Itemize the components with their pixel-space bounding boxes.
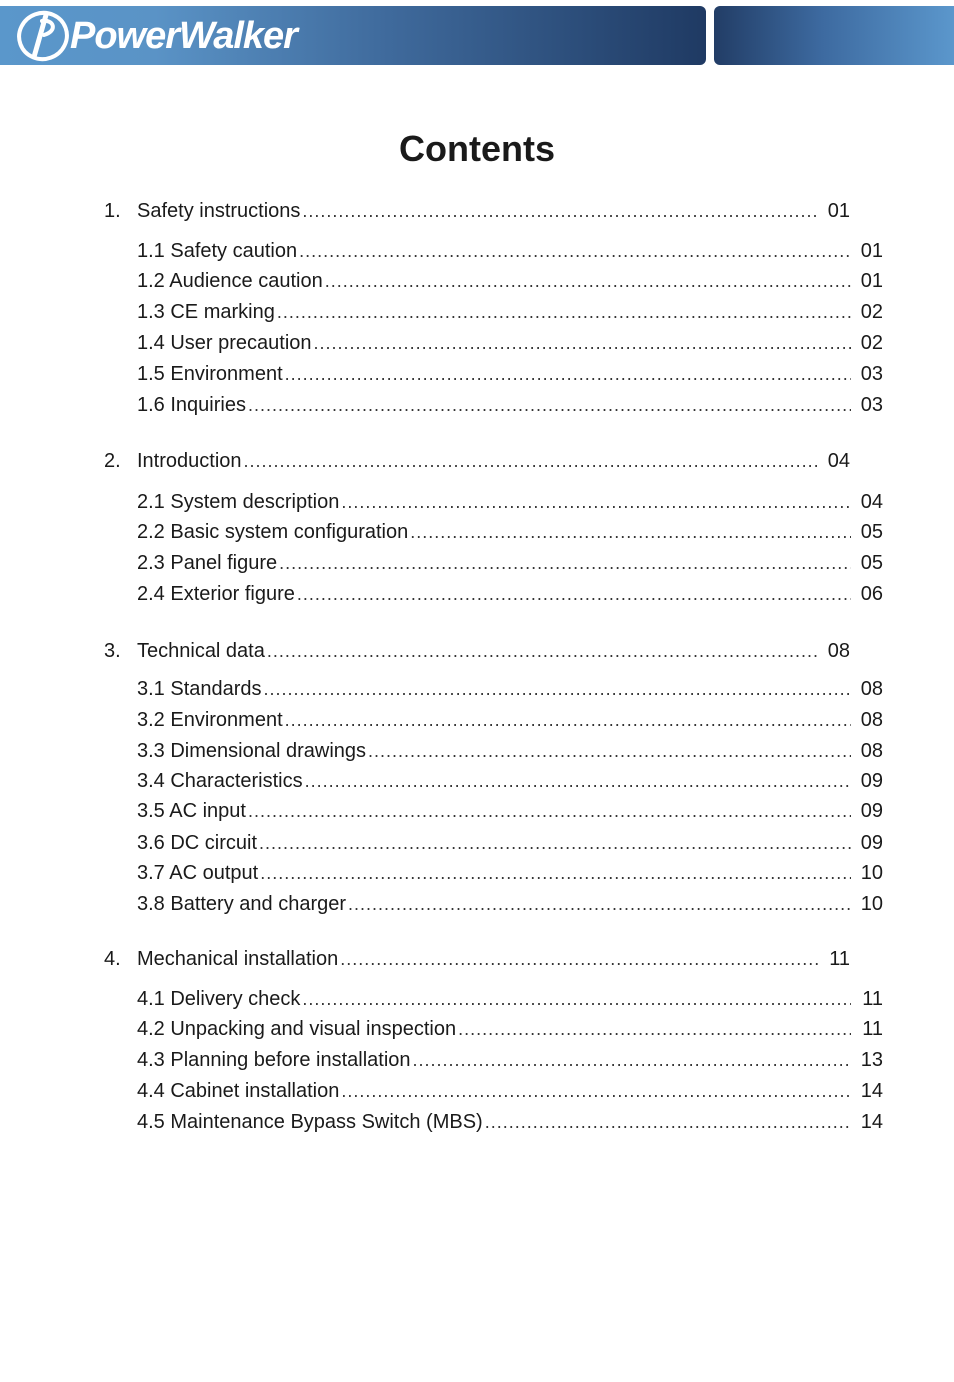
toc-page-number: 02 (860, 332, 883, 354)
toc-entry-label: Introduction (137, 450, 242, 472)
toc-entry-label: 3.3 Dimensional drawings (137, 740, 367, 762)
toc-entry-label: 1.2 Audience caution (137, 270, 323, 292)
toc-section-number: 1. (104, 200, 121, 222)
toc-page-number: 01 (827, 200, 850, 222)
toc-subsection-row[interactable] (104, 1016, 883, 1042)
toc-leader-dots (458, 1016, 851, 1042)
powerwalker-logo-icon (14, 9, 72, 63)
toc-leader-dots (260, 860, 851, 886)
toc-entry-label: 2.1 System description (137, 491, 340, 513)
toc-page-number: 08 (860, 678, 883, 700)
toc-subsection-row[interactable] (104, 830, 883, 856)
brand-logo (14, 8, 297, 64)
toc-page-number: 10 (860, 893, 883, 915)
toc-page-number: 08 (860, 709, 883, 731)
toc-leader-dots (325, 268, 851, 294)
toc-subsection-row[interactable] (104, 860, 883, 886)
toc-entry-label: 1.4 User precaution (137, 332, 312, 354)
toc-entry-label: 3.4 Characteristics (137, 770, 303, 792)
toc-leader-dots (368, 738, 851, 764)
toc-page-number: 02 (860, 301, 883, 323)
toc-leader-dots (305, 768, 851, 794)
toc-leader-dots (341, 1078, 851, 1104)
toc-leader-dots (302, 198, 818, 224)
toc-subsection-row[interactable] (104, 489, 883, 515)
toc-entry-label: 1.3 CE marking (137, 301, 275, 323)
toc-page-number: 01 (860, 240, 883, 262)
toc-leader-dots (285, 361, 851, 387)
toc-subsection-row[interactable] (104, 676, 883, 702)
page-title: Contents (399, 128, 555, 169)
toc-subsection-row[interactable] (104, 550, 883, 576)
toc-leader-dots (348, 891, 851, 917)
toc-leader-dots (410, 519, 851, 545)
toc-subsection-row[interactable] (104, 891, 883, 917)
toc-page-number: 14 (860, 1080, 883, 1102)
toc-page-number: 14 (860, 1111, 883, 1133)
toc-leader-dots (302, 986, 851, 1012)
toc-page-number: 05 (860, 552, 883, 574)
toc-leader-dots (341, 489, 851, 515)
toc-entry-label: 3.2 Environment (137, 709, 283, 731)
toc-entry-label: 4.1 Delivery check (137, 988, 301, 1010)
toc-subsection-row[interactable] (104, 1047, 883, 1073)
toc-section-number: 3. (104, 640, 121, 662)
toc-subsection-row[interactable] (104, 768, 883, 794)
toc-entry-label: 3.8 Battery and charger (137, 893, 347, 915)
toc-leader-dots (413, 1047, 851, 1073)
toc-entry-label: 2.3 Panel figure (137, 552, 278, 574)
toc-leader-dots (340, 946, 818, 972)
toc-subsection-row[interactable] (104, 986, 883, 1012)
toc-leader-dots (285, 707, 851, 733)
toc-entry-label: 1.1 Safety caution (137, 240, 298, 262)
toc-entry-label: 3.5 AC input (137, 800, 246, 822)
toc-page-number: 09 (860, 832, 883, 854)
toc-page-number: 06 (860, 583, 883, 605)
toc-subsection-row[interactable] (104, 707, 883, 733)
toc-entry-label: 4.4 Cabinet installation (137, 1080, 340, 1102)
toc-page-number: 11 (829, 948, 850, 970)
toc-page-number: 10 (860, 862, 883, 884)
header-banner (0, 6, 954, 65)
toc-entry-label: 4.3 Planning before installation (137, 1049, 411, 1071)
toc-page-number: 04 (860, 491, 883, 513)
toc-subsection-row[interactable] (104, 581, 883, 607)
toc-page-number: 04 (827, 450, 850, 472)
toc-section-row[interactable] (104, 198, 850, 224)
toc-section-number: 2. (104, 450, 121, 472)
toc-entry-label: 3.1 Standards (137, 678, 262, 700)
toc-leader-dots (248, 798, 851, 824)
toc-leader-dots (279, 550, 851, 576)
toc-subsection-row[interactable] (104, 392, 883, 418)
toc-leader-dots (277, 299, 851, 325)
toc-leader-dots (259, 830, 851, 856)
toc-page-number: 11 (862, 1018, 883, 1040)
toc-page-number: 13 (860, 1049, 883, 1071)
toc-entry-label: 1.5 Environment (137, 363, 283, 385)
toc-entry-label: 2.2 Basic system configuration (137, 521, 409, 543)
toc-leader-dots (299, 238, 851, 264)
toc-entry-label: 4.5 Maintenance Bypass Switch (MBS) (137, 1111, 483, 1133)
toc-page-number: 11 (862, 988, 883, 1010)
toc-page-number: 03 (860, 363, 883, 385)
toc-page-number: 08 (827, 640, 850, 662)
brand-name: PowerWalker (70, 14, 297, 57)
toc-page-number: 09 (860, 800, 883, 822)
toc-subsection-row[interactable] (104, 798, 883, 824)
toc-leader-dots (264, 676, 851, 702)
header-band-right (714, 6, 954, 65)
toc-subsection-row[interactable] (104, 299, 883, 325)
toc-entry-label: 1.6 Inquiries (137, 394, 246, 416)
toc-subsection-row[interactable] (104, 361, 883, 387)
toc-page-number: 03 (860, 394, 883, 416)
toc-page-number: 01 (860, 270, 883, 292)
toc-subsection-row[interactable] (104, 738, 883, 764)
toc-subsection-row[interactable] (104, 1078, 883, 1104)
toc-entry-label: 4.2 Unpacking and visual inspection (137, 1018, 457, 1040)
toc-entry-label: Mechanical installation (137, 948, 339, 970)
toc-subsection-row[interactable] (104, 1109, 883, 1135)
toc-leader-dots (248, 392, 851, 418)
toc-entry-label: 3.6 DC circuit (137, 832, 258, 854)
toc-entry-label: Technical data (137, 640, 265, 662)
toc-section-row[interactable] (104, 638, 850, 664)
toc-section-number: 4. (104, 948, 121, 970)
toc-leader-dots (314, 330, 851, 356)
toc-leader-dots (485, 1109, 851, 1135)
toc-page-number: 08 (860, 740, 883, 762)
toc-subsection-row[interactable] (104, 238, 883, 264)
toc-entry-label: 3.7 AC output (137, 862, 259, 884)
toc-subsection-row[interactable] (104, 268, 883, 294)
toc-subsection-row[interactable] (104, 330, 883, 356)
toc-page-number: 05 (860, 521, 883, 543)
toc-section-row[interactable] (104, 946, 850, 972)
toc-entry-label: Safety instructions (137, 200, 301, 222)
toc-section-row[interactable] (104, 448, 850, 474)
toc-leader-dots (244, 448, 818, 474)
toc-leader-dots (297, 581, 851, 607)
toc-entry-label: 2.4 Exterior figure (137, 583, 295, 605)
toc-page-number: 09 (860, 770, 883, 792)
toc-leader-dots (267, 638, 818, 664)
toc-subsection-row[interactable] (104, 519, 883, 545)
